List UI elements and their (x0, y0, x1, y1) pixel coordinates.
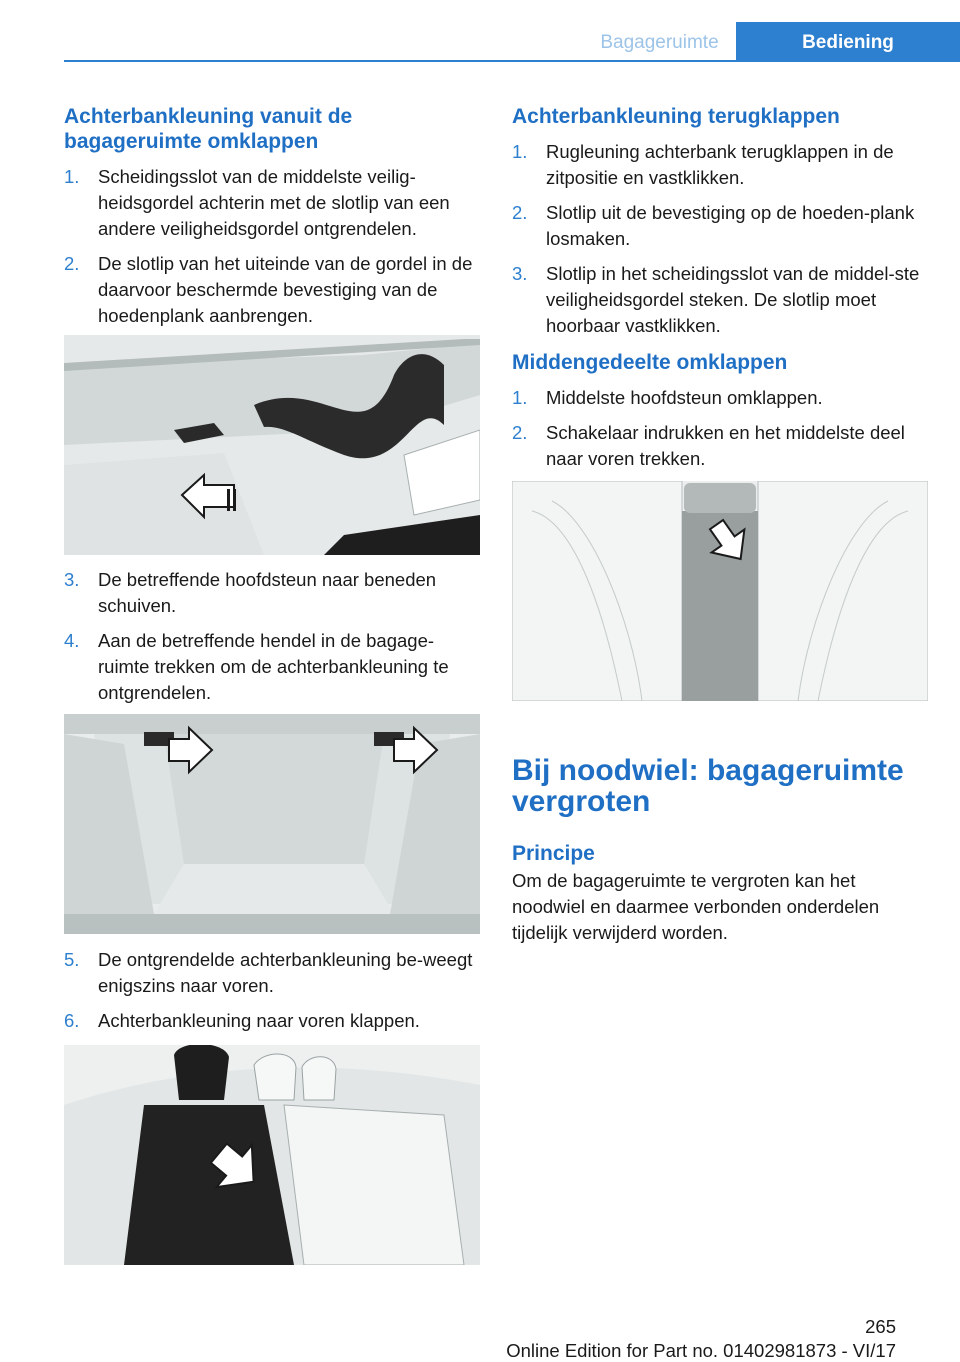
page-number: 265 (865, 1316, 896, 1337)
list-item (512, 139, 928, 191)
list-item (64, 628, 480, 706)
step-number: 1. (512, 141, 528, 162)
right-section-terugklappen (512, 104, 928, 348)
chapter-heading-noodwiel: Bij noodwiel: bagageruimte vergroten (512, 754, 904, 818)
step-number: 2. (512, 202, 528, 223)
right-section-middengedeelte (512, 350, 928, 481)
steps-list-c (64, 947, 480, 1034)
list-item (64, 251, 480, 329)
steps-list-terugklappen (512, 139, 928, 339)
step-text: Slotlip uit de bevestiging op de hoeden‐plank losmaken. (546, 202, 915, 249)
steps-list-b (64, 567, 480, 706)
right-section-noodwiel (512, 755, 928, 946)
step-number: 2. (512, 422, 528, 443)
list-item (512, 420, 928, 472)
figure-parcel-shelf (64, 335, 480, 555)
step-text: Achterbankleuning naar voren klappen. (98, 1010, 420, 1031)
left-section (64, 104, 480, 338)
list-item (512, 261, 928, 339)
step-number: 2. (64, 253, 80, 274)
left-steps-c (64, 947, 480, 1043)
header-chapter-tab[interactable]: Bediening (736, 22, 960, 62)
figure-seat-fold (64, 1045, 480, 1265)
list-item (64, 1008, 480, 1034)
figure-trunk (64, 714, 480, 934)
list-item (512, 385, 928, 411)
step-number: 3. (512, 263, 528, 284)
step-number: 4. (64, 630, 80, 651)
step-text: De betreffende hoofdsteun naar beneden schuiven. (98, 569, 437, 616)
step-text: Schakelaar indrukken en het middelste deel naar voren trekken. (546, 422, 905, 469)
step-text: Scheidingsslot van de middelste veilig‐heidsgordel achterin met de slotlip van een andere veiligheidsgordel ontgrendelen. (98, 166, 450, 239)
header-section-tab[interactable]: Bagageruimte (600, 32, 719, 53)
section-heading-omklappen: Achterbankleuning vanuit de bagageruimte omklappen (64, 105, 353, 153)
list-item (64, 567, 480, 619)
step-text: De ontgrendelde achterbankleuning be‐weegt enigszins naar voren. (98, 949, 473, 996)
step-text: Slotlip in het scheidingsslot van de middel‐ste veiligheidsgordel steken. De slotlip moet hoorbaar vastklikken. (546, 263, 920, 336)
step-number: 1. (512, 387, 528, 408)
step-number: 5. (64, 949, 80, 970)
sub-heading-principe: Principe (512, 842, 595, 865)
steps-list-a (64, 164, 480, 329)
step-text: De slotlip van het uiteinde van de gordel in de daarvoor beschermde bevestiging van de hoedenplank aanbrengen. (98, 253, 473, 326)
step-text: Rugleuning achterbank terugklappen in de zitpositie en vastklikken. (546, 141, 894, 188)
list-item (512, 200, 928, 252)
paragraph-principe: Om de bagageruimte te vergroten kan het noodwiel en daarmee verbonden onderdelen tijdelijk verwijderd worden. (512, 870, 880, 943)
list-item (64, 947, 480, 999)
figure-middle-section (512, 481, 928, 701)
step-number: 1. (64, 166, 80, 187)
steps-list-middengedeelte (512, 385, 928, 472)
step-text: Middelste hoofdsteun omklappen. (546, 387, 823, 408)
left-steps-b (64, 567, 480, 715)
section-heading-terugklappen: Achterbankleuning terugklappen (512, 105, 840, 128)
step-number: 6. (64, 1010, 80, 1031)
edition-footer: Online Edition for Part no. 01402981873 - VI/17 (506, 1340, 896, 1361)
step-number: 3. (64, 569, 80, 590)
step-text: Aan de betreffende hendel in de bagage‐ruimte trekken om de achterbankleuning te ontgrendelen. (98, 630, 449, 703)
section-heading-middengedeelte: Middengedeelte omklappen (512, 351, 788, 374)
list-item (64, 164, 480, 242)
